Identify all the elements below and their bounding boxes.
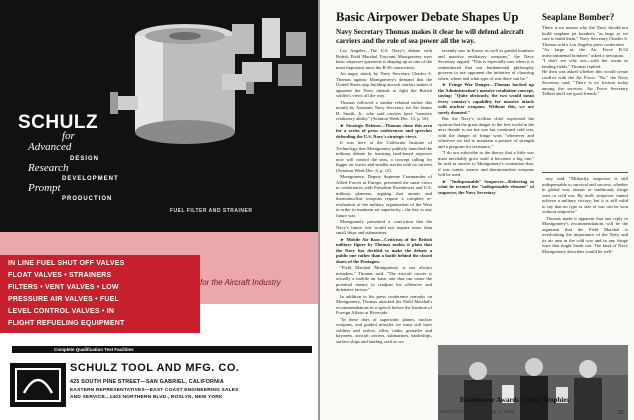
article-column-3 [542,176,628,340]
paragraph: recently saw in Korea, as well as guided bombers and massive retaliatory weapons," the Navy Secretary argued. "This is especially true when it is remembered that our fundamental philosophy governs to use opponent the initiative of choosing when, where and what type of war there can be." [438,48,534,81]
subhead-paragraph: ► Mobile Air Base—Criticism of the British military figure by Thomas makes it plain that the Navy has decided to make the debate a public one rather than a battle behind the closed doors of the Pentagon. [336,236,432,264]
paragraph: In addition to his press conference remarks on Montgomery, Thomas attacked the Field Marshal's recommendations in a speech before the Institute of Foreign Affairs at Riverside. [336,293,432,315]
paragraph: "In these days of supersonic planes, nuclear weapons, and guided missiles we must still have soldiers and sailors, rifles, tanks, grenades and bayonets, aircraft carriers, submarines, battleships, surface ships and landing craft as we [336,316,432,344]
sidebar-title: Seaplane Bomber? [542,12,615,22]
paragraph: But the Navy's civilian chief expressed the opinion that the great danger to the free world in the next decade is not hot war but continued cold war, with the danger of fringe wars "whenever and wherever we fail to maintain a posture of strength and a program for resistance." [438,116,534,149]
valve-item: IN LINE FUEL SHUT OFF VALVES [8,260,125,267]
valve-list [8,258,194,330]
company-address: 425 SOUTH PINE STREET—SAN GABRIEL, CALIFORNIA [70,379,224,385]
qualification-bar [12,346,312,353]
paragraph: Thomas followed a similar rebuttal earlier this month by Assistant Navy Secretary for Air James H. Smith, Jr., who said carriers have "massive retaliatory ability" (Aviation Week Dec. 13, p. 16). [336,99,432,121]
sidebar-paragraph: "As large as the Air Force B-52 intercontinental bombers" asked a newsman. [542,47,628,58]
small-parts-photo [222,14,312,94]
brand-name: SCHULZ [18,112,99,133]
paragraph: "I do not subscribe to the theory that a little war must inevitably grow until it becomes a big one," he said in answer to Montgomery's contention that, if war comes, atomic and thermonuclear weapons will be used. [438,150,534,177]
seaplane-sidebar [542,12,628,170]
sidebar-divider [542,172,628,173]
paragraph: It was here at the California Institute of Technology that Montgomery publicly launched the military debate by insisting land-based airpower now will control the seas, a concept calling for bigger air forces and smaller navies with no carriers (Aviation Week Dec. 6, p. 12). [336,140,432,173]
brand-development: DEVELOPMENT [62,176,119,182]
sidebar-paragraph: He then was asked whether this would create conflict with the Air Force. "No," the Navy Secretary said. "There is no friction today among the services. Air Force Secretary Talbott and I are good friends." [542,69,628,96]
paragraph: Thomas made it apparent that one reply to Montgomery's recommendations will be the argument that the Field Marshal is overlooking the importance of the Navy and its air arm in the cold war and in any fringe wars that might break out. The kind of Navy Montgomery describes would be well- [542,215,628,254]
schulz-logo-mark [10,363,66,407]
product-caption: FUEL FILTER AND STRAINER [170,208,253,214]
paragraph: "Field Marshal Montgomery is not always mistaken," Thomas said. "The aircraft carrier is actually a mobile air base, one that can cause the potential enemy to readjust his offensive and defensive factors." [336,265,432,292]
paragraph: Montgomery, Deputy Supreme Commander of Allied Forces in Europe, presented the same views in conferences with President Eisenhower and U.S. military planners, arguing that atomic and thermonuclear weapons require a complete re-evaluation of the military organization of the West in order to maintain air superiority—the key to any future war. [336,174,432,218]
valve-item: FILTERS • VENT VALVES • LOW [8,284,119,291]
paragraph: Montgomery presented a conviction that the Navy's future role would not require more than small ships and submarines. [336,219,432,235]
paragraph: Los Angeles—The U.S. Navy's debate with British Field Marshal Viscount Montgomery over basic airpower questions is shaping up as one of the most important since the B-36 controversy. [336,48,432,70]
company-name: SCHULZ TOOL AND MFG. CO. [70,362,240,374]
article-deck: Navy Secretary Thomas makes it clear he will defend aircraft carriers and the role of sea power all the way. [336,28,524,45]
page-number: 21 [618,410,624,416]
subhead-paragraph: ► Fringe War Danger—Thomas backed up the Administration's massive retaliation concept, saying: "Quite obviously, the two would mean every country's capability for massive attack with nuclear weapons. Without this, we are sorely doomed." [438,82,534,115]
article-headline: Basic Airpower Debate Shapes Up [336,10,519,24]
paragraph: tary said: "Militarily, seapower is still indispensable to survival and success, whether in global war, atomic or traditional, fringe wars or cold war. By itself, seapower cannot achieve a military victory; but it is still valid to say that no type or size of war can be won without seapower." [542,176,628,214]
brand-design: DESIGN [70,156,100,162]
eastern-rep-line-2: AND SERVICE...1403 NORTHERN BLVD., ROSLYN, NEW YORK [70,395,223,400]
sidebar-paragraph: There is no reason why the Navy should not build seaplane jet bombers "as large as we care to build them," Navy Secretary Charles S. Thomas told a Los Angeles press conference. [542,25,628,47]
article-page [320,0,634,420]
article-column-1 [336,48,432,408]
brand-for: for [62,130,75,142]
brand-advanced: Advanced [28,141,72,153]
collier-trophy-photo [438,345,628,420]
ad-tagline: for the Aircraft Industry [200,278,281,287]
valve-item: FLOAT VALVES • STRAINERS [8,272,112,279]
paragraph: An angry attack by Navy Secretary Charles S. Thomas against Montgomery's demand that the United States stop building aircraft carriers makes it apparent the Navy intends to fight the British soldier's views all the way. [336,71,432,98]
article-column-2 [438,48,534,338]
brand-prompt: Prompt [28,182,61,194]
sidebar-paragraph: "I don't see why not—with the ocean as landing fields," Thomas replied. [542,58,628,69]
valve-item: PRESSURE AIR VALVES • FUEL [8,296,119,303]
sidebar-body [542,25,628,97]
subhead-paragraph: ► Strategic Defense—Thomas chose this area for a series of press conferences and speeches defending the U.S. Navy's strategic views. [336,122,432,139]
qualification-text: Complete Qualification Test Facilities [54,347,134,352]
brand-research: Research [28,162,69,174]
page-footer: AVIATION WEEK, January 3, 1955 [440,410,515,415]
valve-item: LEVEL CONTROL VALVES • IN [8,308,115,315]
brand-production: PRODUCTION [62,196,113,202]
photo-headline: Eisenhower Awards Collier Trophies [460,396,570,404]
eastern-rep-line-1: EASTERN REPRESENTATIVES—EAST COAST ENGINEERING SALES [70,388,239,393]
subhead-paragraph: ► "Indispensable" Seapower—Referring to what he termed the "indispensable element" of seapower, the Navy Secretary [438,178,534,195]
valve-item: FLIGHT REFUELING EQUIPMENT [8,320,125,327]
